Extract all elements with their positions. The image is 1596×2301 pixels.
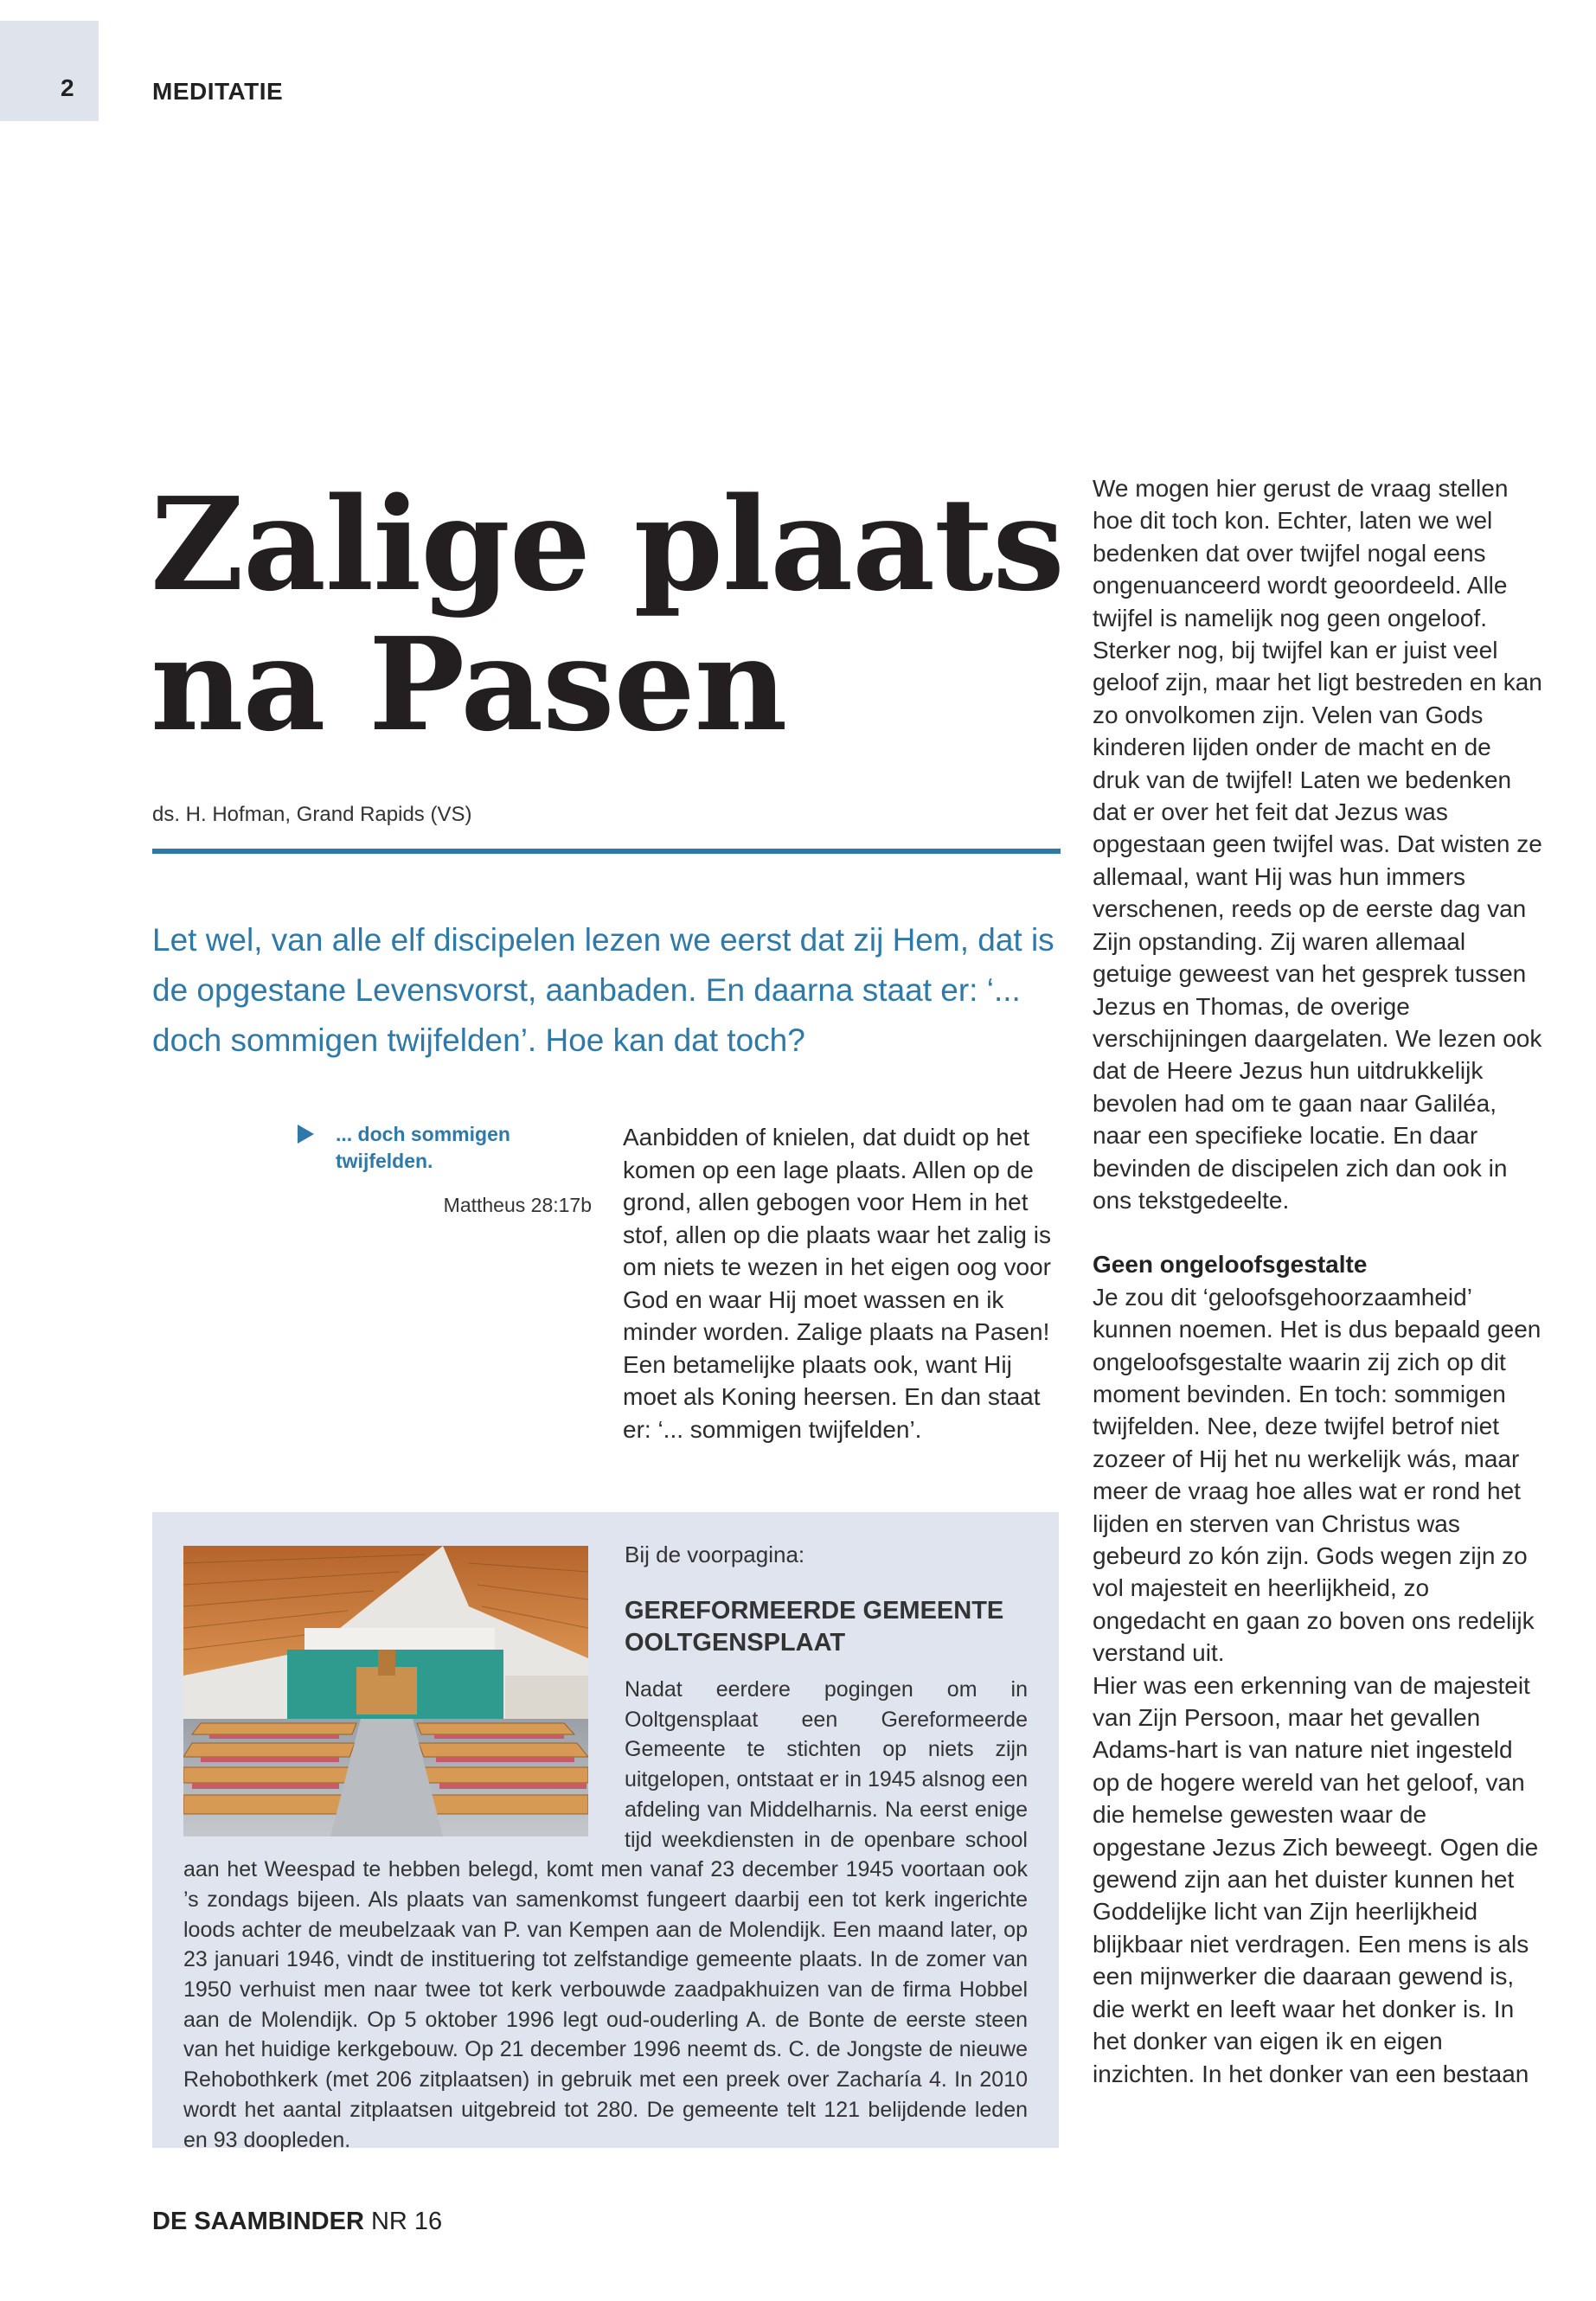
caption-label: Bij de voorpagina: <box>625 1541 805 1567</box>
author-byline: ds. H. Hofman, Grand Rapids (VS) <box>152 803 472 826</box>
title-divider <box>152 849 1061 854</box>
title-line-2: na Pasen <box>151 609 787 760</box>
title-line-1: Zalige plaats <box>151 469 1064 619</box>
section-label: MEDITATIE <box>152 78 284 105</box>
page-number: 2 <box>61 74 74 101</box>
subheading: Geen ongeloofsgestalte <box>1093 1251 1368 1279</box>
column-paragraph-3: Hier was een erkenning van de majesteit van Zijn Persoon, maar het gevallen Adams-hart is van nature niet ingesteld op de hogere wereld van het geloof, van die hemelse gewesten waar de opgestane Jezus Zich beweegt. Ogen die gewend zijn aan het duister kunnen het Goddelijke licht van Zijn heerlijkheid blijkbaar niet verdragen. Een mens is als een mijnwerker die daaraan gewend is, die werkt en leeft waar het donker is. In het donker van eigen ik en eigen inzichten. In het donker van een bestaan <box>1093 1671 1539 2087</box>
church-heading: GEREFORMEERDE GEMEENTE OOLTGENSPLAAT <box>625 1597 1004 1657</box>
magazine-name: DE SAAMBINDER <box>152 2208 364 2235</box>
quote-reference: Mattheus 28:17b <box>443 1194 592 1216</box>
column-paragraph-2: Je zou dit ‘geloofsgehoorzaamheid’ kunnen noemen. Het is dus bepaald geen ongeloofsgestalte waarin zij zich op dit moment bevinden. En toch: sommigen twijfelden. Nee, deze twijfel betrof niet zozeer of Hij het nu werkelijk wás, maar meer de vraag hoe alles wat er rond het lijden en sterven van Christus was gebeurd zo kón zijn. Gods wegen zijn zo vol majesteit en heerlijkheid, zo ongedacht en gaan zo boven ons redelijk verstand uit. <box>1093 1283 1542 1667</box>
column-paragraph-1: We mogen hier gerust de vraag stellen hoe dit toch kon. Echter, laten we wel bedenken dat over twijfel nogal eens ongenuanceerd wordt geoordeeld. Alle twijfel is namelijk nog geen ongeloof. Sterker nog, bij twijfel kan er juist veel geloof zijn, maar het ligt bestreden en kan zo onvolkomen zijn. Velen van Gods kinderen lijden onder de macht en de druk van de twijfel! Laten we bedenken dat er over het feit dat Jezus was opgestaan geen twijfel was. Dat wisten ze allemaal, want Hij was hun immers verschenen, reeds op de eerste dag van Zijn opstanding. Zij waren allemaal getuige geweest van het gesprek tussen Jezus en Thomas, de overige verschijningen daargelaten. We lezen ook dat de Heere Jezus hun uitdrukkelijk bevolen had om te gaan naar Galiléa, naar een specifieke locatie. En daar bevinden de discipelen zich dan ook in ons tekstgedeelte. <box>1093 475 1542 1214</box>
cover-info-box <box>152 1512 1059 2152</box>
lead-paragraph: Let wel, van alle elf discipelen lezen we eerst dat zij Hem, dat is de opgestane Levensvorst, aanbaden. En daarna staat er: ‘... doch sommigen twijfelden’. Hoe kan dat toch? <box>152 922 1054 1058</box>
quote-text: ... doch sommigen twijfelden. <box>336 1123 510 1172</box>
right-text-column <box>1093 472 1542 2090</box>
footer <box>152 2208 442 2236</box>
issue-number: NR 16 <box>370 2208 443 2235</box>
church-history-text <box>183 1675 1028 2155</box>
article-title <box>151 469 1067 760</box>
church-history-body: Nadat eerdere pogingen om in Ooltgensplaat een Gereformeerde Gemeente te stichten op niets zijn uitgelopen, ontstaat er in 1945 alsnog een afdeling van Middelharnis. Na eerst enige tijd weekdiensten in de openbare school aan het Weespad te hebben belegd, komt men vanaf 23 december 1945 voortaan ook ’s zondags bijeen. Als plaats van samenkomst fungeert daarbij een tot kerk ingerichte loods achter de meubelzaak van P. van Kempen aan de Molendijk. Een maand later, op 23 januari 1946, vindt de instituering tot zelfstandige gemeente plaats. In de zomer van 1950 verhuist men naar twee tot kerk verbouwde zaadpakhuizen van de firma Hobbel aan de Molendijk. Op 5 oktober 1996 legt oud-ouderling A. de Bonte de eerste steen van het huidige kerkgebouw. Op 21 december 1996 neemt ds. C. de Jongste de nieuwe Rehobothkerk (met 206 zitplaatsen) in gebruik met een preek over Zacharía 4. In 2010 wordt het aantal zitplaatsen uitgebreid tot 280. De gemeente telt 121 belijdende leden en 93 doopleden. <box>183 1677 1028 2152</box>
intro-paragraph: Aanbidden of knielen, dat duidt op het komen op een lage plaats. Allen op de grond, allen gebogen voor Hem in het stof, allen op die plaats waar het zalig is om niets te wezen in het eigen oog voor God en waar Hij moet wassen en ik minder worden. Zalige plaats na Pasen! Een betamelijke plaats ook, want Hij moet als Koning heersen. En dan staat er: ‘... sommigen twijfelden’. <box>623 1124 1051 1443</box>
triangle-bullet-icon <box>298 1125 314 1144</box>
page-number-box <box>0 21 99 121</box>
